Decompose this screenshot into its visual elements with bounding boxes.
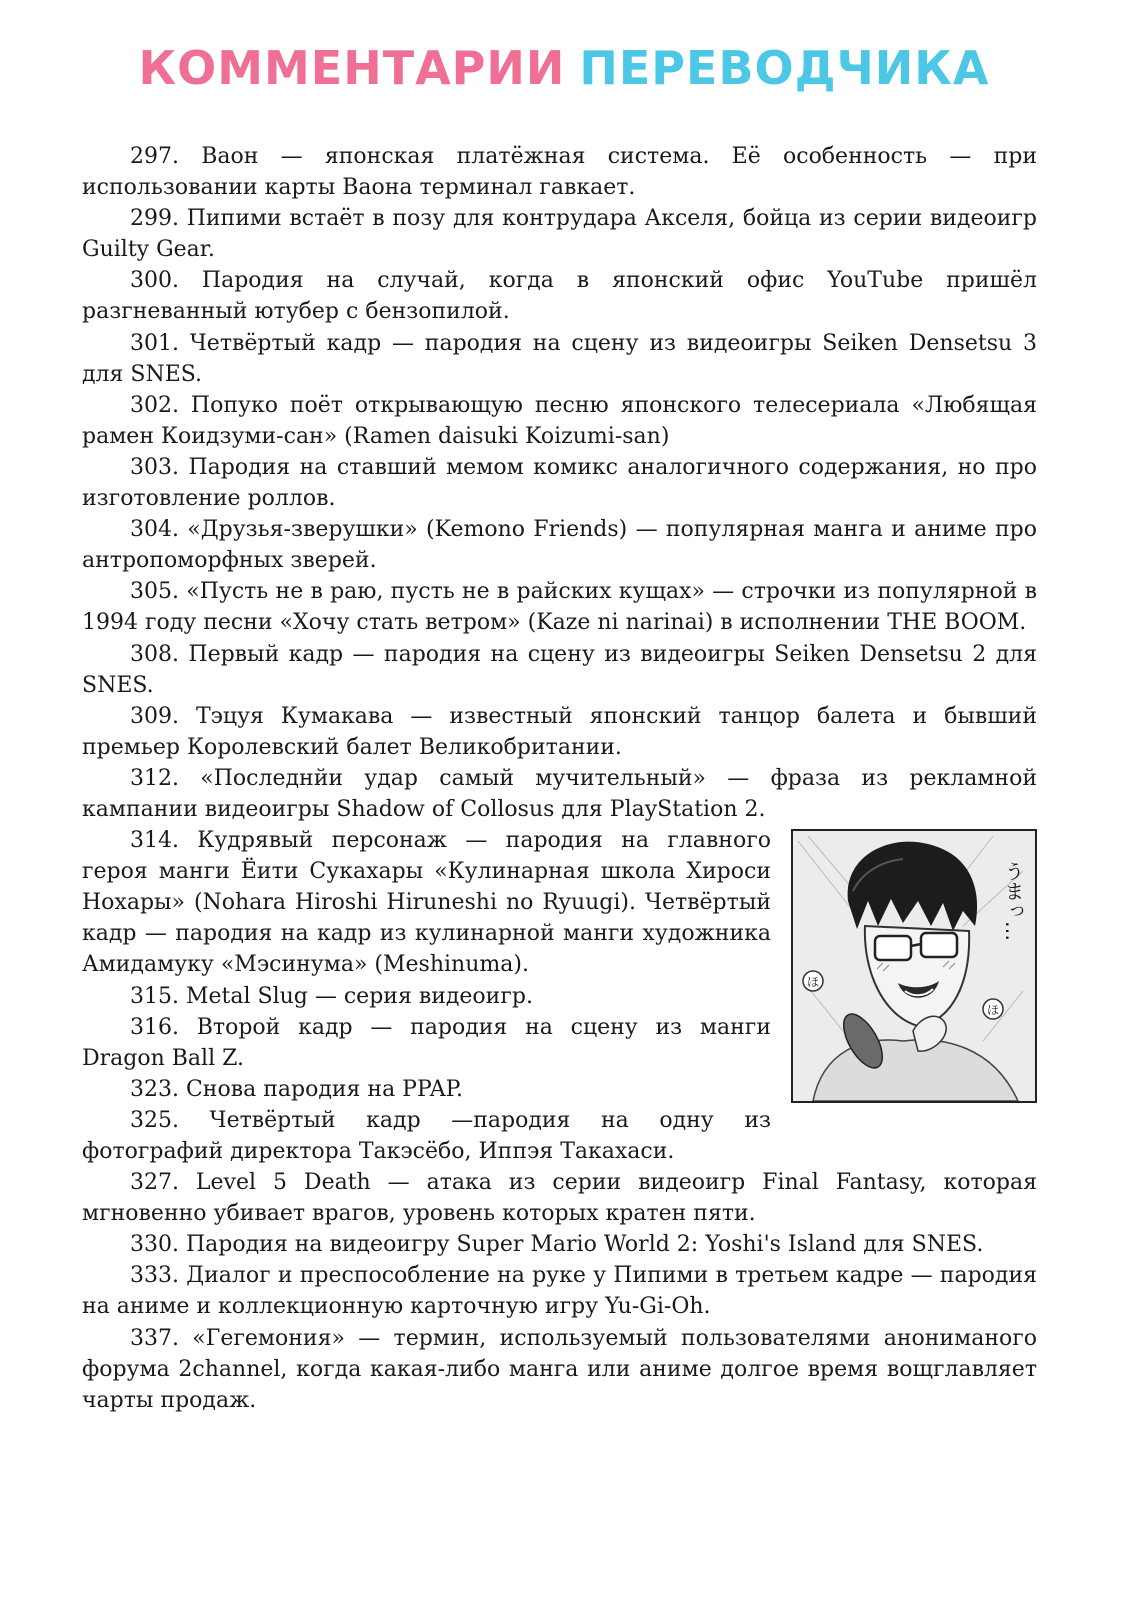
panel-vertical-text: うまっ…: [1001, 861, 1025, 942]
note: 297. Ваон — японская платёжная система. Её особенность — при использовании карты Ваона терминал гавкает.: [82, 144, 1037, 201]
note: 304. «Друзья-зверушки» (Kemono Friends) — популярная манга и аниме про антропоморфных зверей.: [82, 517, 1037, 574]
note: 314. Кудрявый персонаж — пародия на главного героя манги Ёити Сукахары «Кулинарная школа Хироси Нохары» (Nohara Hiroshi Hiruneshi no Ryuugi). Четвёртый кадр — пародия на кадр из кулинарной манги художника Амидамуку «Мэсинума» (Meshinuma).: [82, 828, 771, 978]
note: 299. Пипими встаёт в позу для контрудара Акселя, бойца из серии видеоигр Guilty Gear.: [82, 206, 1037, 263]
manga-panel-image: [791, 829, 1037, 1103]
note: 303. Пародия на ставший мемом комикс аналогичного содержания, но про изготовление роллов.: [82, 454, 1037, 512]
note: 309. Тэцуя Кумакава — известный японский танцор балета и бывший премьер Королевский балет Великобритании.: [82, 703, 1037, 760]
note: 301. Четвёртый кадр — пародия на сцену из видеоигры Seiken Densetsu 3 для SNES.: [82, 330, 1037, 387]
note: 316. Второй кадр — пародия на сцену из манги Dragon Ball Z.: [82, 1014, 771, 1071]
note: 315. Metal Slug — серия видеоигр.: [130, 983, 533, 1009]
note: 337. «Гегемония» — термин, используемый пользователями анониманого форума 2channel, когда какая-либо манга или аниме долгое время вощглавляет чарты продаж.: [82, 1325, 1037, 1413]
note: 300. Пародия на случай, когда в японский офис YouTube пришёл разгневанный ютубер с бензопилой.: [82, 268, 1037, 325]
note: 330. Пародия на видеоигру Super Mario World 2: Yoshi's Island для SNES.: [130, 1232, 984, 1258]
page-title-part1: КОММЕНТАРИИ: [138, 41, 566, 95]
note: 302. Попуко поёт открывающую песню японского телесериала «Любящая рамен Коидзуми-сан» (Ramen daisuki Koizumi-san): [82, 392, 1037, 449]
note: 333. Диалог и преспособление на руке у Пипими в третьем кадре — пародия на аниме и коллекционную карточную игру Yu-Gi-Oh.: [82, 1263, 1037, 1320]
page-title: [0, 38, 1128, 98]
sfx-right: ほ: [986, 1003, 1000, 1018]
notes-body: [82, 141, 1037, 1416]
note: 308. Первый кадр — пародия на сцену из видеоигры Seiken Densetsu 2 для SNES.: [82, 641, 1037, 698]
note: 325. Четвёртый кадр —пародия на одну из фотографий директора Такэсёбо, Иппэя Такахаси.: [82, 1107, 771, 1164]
page-title-part2: ПЕРЕВОДЧИКА: [579, 41, 990, 95]
note: 312. «Последнйи удар самый мучительный» — фраза из рекламной кампании видеоигры Shadow of Collosus для PlayStation 2.: [82, 765, 1037, 822]
note: 323. Снова пародия на PPAP.: [130, 1076, 463, 1102]
note: 305. «Пусть не в раю, пусть не в райских кущах» — строчки из популярной в 1994 году песни «Хочу стать ветром» (Kaze ni narinai) в исполнении THE BOOM.: [82, 579, 1037, 636]
sfx-left: ほ: [806, 975, 820, 990]
note: 327. Level 5 Death — атака из серии видеоигр Final Fantasy, которая мгновенно убивает врагов, уровень которых кратен пяти.: [82, 1170, 1037, 1227]
